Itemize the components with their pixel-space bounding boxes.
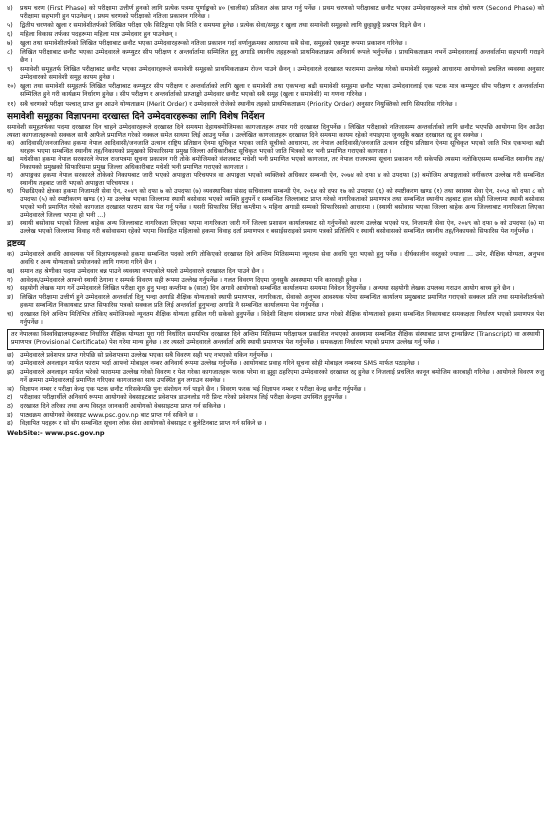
boxed-note: तर नेपालका विश्वविद्यालयहरूबाट निर्धारित शैक्षिक योग्यता पूरा गरी निर्धारित समयभित्र दरखास्त दिने अन्तिम मितिसम्म परीक्षाफल प्रकाशित नभएको अवस्थामा सम्बन्धित शैक्षिक संस्थाबाट प्राप्त ट्रान्सक्रिप्ट (Transcript) वा अस्थायी प्रमाणपत्र (Provisional Certificate) पेश गरेमा मान्य हुनेछ । तर त्यस्तो उम्मेदवारले अन्तर्वार्ता अघि स्थायी प्रमाणपत्र पेश गर्नुपर्नेछ । समकक्षता निर्धारण भएको प्रमाण उल्लेख गर्नु पर्नेछ ।	[7, 329, 544, 350]
item-number: च)	[7, 310, 14, 318]
note-item	[7, 285, 544, 293]
section-b-list	[7, 251, 544, 326]
section-a-list	[7, 140, 544, 237]
item-number: क)	[7, 139, 15, 147]
note-item	[7, 277, 544, 285]
section-a-intro: समावेशी समूहतर्फका पदमा दरखास्त दिन चाहने उम्मेदवारहरूले दरखास्त दिने समयमा देहायबमोजिमका कागजातहरू तयार गरी दरखास्त दिनुपर्नेछ । लिखित परीक्षाको नतिजासम्म अन्तर्वार्ताको लागि छनौट भएपछि आयोगमा दिन आउँदा त्यस्ता कागजातहरूको सक्कल साथै आफैले प्रमाणित गरेको नक्कल समेत साथमा लिई आउनु पर्नेछ । उल्लेखित कागजातहरू दरखास्त दिने समयमा कायम रहेको नपाइएमा जुनसुकै बखत दरखास्त रद्द हुन सक्नेछ ।	[7, 123, 544, 139]
item-number: ७)	[7, 40, 13, 48]
item-text: परीक्षाका परीक्षार्थीले अनिवार्य रूपमा आयोगको वेबसाइटबाट प्रवेशपत्र डाउनलोड गरी प्रिन्ट गरेको प्रवेशपत्र लिई परीक्षा केन्द्रमा उपस्थित हुनुपर्नेछ ।	[20, 394, 347, 402]
item-number: छ)	[7, 351, 14, 359]
document-requirement-item	[7, 172, 544, 188]
instruction-item	[7, 22, 544, 30]
note-item	[7, 352, 544, 360]
instruction-item	[7, 31, 544, 39]
document-requirement-item	[7, 188, 544, 220]
item-text: दरखास्त दिने तरिका तथा अन्य विस्तृत जानकारी आयोगको वेबसाइटमा प्राप्त गर्न सकिनेछ ।	[20, 402, 226, 410]
document-requirement-item	[7, 140, 544, 156]
item-text: महिला विकास तर्फका पदहरूमा महिला मात्र उम्मेदवार हुन पाउनेछन् ।	[20, 31, 177, 39]
note-item	[7, 268, 544, 276]
item-number: ९)	[7, 66, 13, 74]
instruction-item	[7, 101, 544, 109]
item-text: पिछडिएको क्षेत्रका हकमा निजामती सेवा ऐन, २०४९ को दफा ७ को उपदफा (७) व्यवस्थापिका संसद सचिवालय सम्बन्धी ऐन, २०६४ को दफा १७ को उपदफा (६) को स्पष्टीकरण खण्ड (१) तथा स्वास्थ्य सेवा ऐन, २०५३ को दफा ८ को उपदफा (५) को स्पष्टीकरण खण्ड (१) मा उल्लेख भएका जिल्लामा स्थायी बसोवास भएको व्यक्ति हुनुपर्ने र सम्बन्धित जिल्लाबाट प्राप्त गरेको नागरिकताको प्रमाणपत्र तथा सम्बन्धित स्थानीय तहबाट हाल सोही जिल्लामा स्थायी बसोवास भएको भनी प्रमाणित गरेको कागजात दरखास्त फाराम साथ पेश गर्नु पर्नेछ । यसरी सिफारिस लिँदा कम्तीमा ५ महिना अगाडी सम्मको सिफारिसको आधारमा । (स्थायी बसोवास भएका जिल्ला बाहेक अन्य जिल्लाबाट नागरिकता लिएका उम्मेदवारले जिल्ला भएमा हो भनी ...)	[20, 187, 544, 220]
website-footer: WebSite:- www.psc.gov.np	[7, 429, 105, 438]
section-b-heading: द्रष्टव्य	[7, 239, 26, 250]
top-instructions	[7, 5, 544, 109]
item-text: लिखित परीक्षाबाट छनौट भएका उम्मेदवारले कम्प्युटर सीप परीक्षण र अन्तर्वार्तामा सम्मिलित हुनु अगाडि स्थानीय तहहरूको प्राथमिकताक्रम अनिवार्य रूपले भर्नुपर्नेछ । प्राथमिकताक्रम नभर्ने उम्मेदवारलाई अन्तर्वार्तामा सहभागी गराइने छैन ।	[20, 49, 544, 65]
item-text: मधेशीका हकमा नेपाल सरकारले नेपाल राजपत्रमा सूचना प्रकाशन गरी तोके बमोजिमको वंशजबाट मधेशी भनी प्रमाणित भएको कागजात, तर नेपाल राजपत्रमा सूचना प्रकाशन गरी सकेपछि त्यसमा नतोकिएसम्म सम्बन्धित स्थानीय तह/निकायको प्रमुखको सिफारिसमा प्रमुख जिल्ला अधिकारीबाट मधेशी भनी प्रमाणित गराएको कागजात ।	[20, 155, 544, 171]
item-text: समावेशी समूहतर्फ लिखित परीक्षाबाट छनौट भएका उम्मेदवारहरूले समावेशी समूहको प्राथमिकताक्रम रोज्न पाउने छैनन् । उम्मेदवारले दरखास्त फाराममा उल्लेख गरेको समावेशी समूहको आधारमा आयोगको प्रचलित व्यवस्था अनुसार उम्मेदवारको समावेशी समूह कायम हुनेछ ।	[20, 66, 544, 82]
item-number: ठ)	[7, 402, 14, 410]
instruction-item	[7, 40, 544, 48]
item-number: घ)	[7, 187, 14, 195]
item-number: ४)	[7, 5, 13, 12]
item-number: ख)	[7, 267, 15, 275]
item-text: विज्ञापन नम्बर र परीक्षा केन्द्र एक पटक छनौट गरिसकेपछि पुनः संशोधन गर्न पाइने छैन । विवरण फरक भई विज्ञापन नम्बर र परीक्षा केन्द्र छनौट गर्नुपर्नेछ ।	[20, 385, 366, 393]
item-number: ग)	[7, 171, 14, 179]
item-text: द्वितीय चरणको खुला र समावेशीतर्फको लिखित परीक्षा एकै सिटिङ्गमा एकै मिति र समयमा हुनेछ । प्रत्येक सेवा/समूह र खुला तथा समावेशी समूहको लागि छुट्टाछुट्टै प्रश्नपत्र दिइने छैन ।	[20, 22, 426, 30]
instruction-item	[7, 66, 544, 82]
item-text: दरखास्त दिने अन्तिम मितिभित्र तोकिए बमोजिमको न्यूनतम शैक्षिक योग्यता हासिल गरी सकेको हुनुपर्नेछ । विदेशी शिक्षण संस्थाबाट प्राप्त गरेको शैक्षिक योग्यताको हकमा सम्बन्धित निकायबाट समकक्षता निर्धारण भएको प्रमाणपत्र पेश गर्नुपर्नेछ ।	[20, 310, 544, 326]
note-item	[7, 403, 544, 411]
instruction-item	[7, 5, 544, 21]
item-number: क)	[7, 251, 15, 259]
item-text: समान तह श्रेणीका पदमा उम्मेदवार बन्न पाउने व्यवस्था नभएकोले यस्तो उम्मेदवारले दरखास्त दिन पाउने छैन ।	[20, 267, 264, 275]
instruction-item	[7, 49, 544, 65]
document-requirement-item	[7, 220, 544, 236]
item-number: १०)	[7, 83, 17, 91]
item-text: विज्ञापित पदहरू र सो सँग सम्बन्धित सूचना लोक सेवा आयोगको वेबसाइट र बुलेटिनबाट प्राप्त गर्न सकिने छ ।	[20, 420, 267, 428]
item-text: उम्मेदवारले अवधि आवश्यक पर्ने विज्ञापनहरूको हकमा सम्बन्धित पदको लागि तोकिएको दरखास्त दिने अन्तिम मितिसम्ममा न्यूनतम सेवा अवधि पूरा भएको हुनु पर्नेछ । दीर्घकालीन वस्तुको ज्याला ... उमेर, शैक्षिक योग्यता, अनुभव अवधि र अन्य योग्यताको प्रयोजनको लागि गणना गरिने छैन ।	[20, 251, 544, 267]
item-text: लिखित परीक्षामा उत्तीर्ण हुने उम्मेदवारले अन्तर्वार्ता दिनु भन्दा अगाडि शैक्षिक योग्यताको स्थायी प्रमाणपत्र, नागरिकता, सेवाको अनुभव आवश्यक परेमा सम्बन्धित कार्यालय प्रमुखबाट प्रमाणित गराएको सक्कल प्रति तथा समावेशीतर्फको हकमा सम्बन्धित निकायबाट प्राप्त सिफारिस पत्रको सक्कल प्रति लिई अन्तर्वार्ता हुनुभन्दा अगाडि नै सम्बन्धित कार्यालयमा पेश गर्नुपर्नेछ ।	[20, 293, 544, 309]
item-number: घ)	[7, 285, 14, 293]
item-number: ट)	[7, 394, 13, 402]
item-number: ञ)	[7, 385, 15, 393]
note-item	[7, 394, 544, 402]
note-item	[7, 251, 544, 267]
note-item	[7, 386, 544, 394]
document-requirement-item	[7, 156, 544, 172]
item-text: अपाङ्गका हकमा नेपाल सरकारले तोकेको निकायबाट जारी भएको अपाङ्गता परिचयपत्र वा अपाङ्गता भएको व्यक्तिको अधिकार सम्बन्धी ऐन, २०७४ को दफा ४ को उपदफा (३) बमोजिम अपाङ्गताको वर्गीकरण उल्लेख गरी सम्बन्धित स्थानीय तहबाट जारी भएको अपाङ्गता परिचयपत्र ।	[20, 171, 544, 187]
note-item	[7, 369, 544, 385]
item-text: खुला तथा समावेशी समूहतर्फ लिखित परीक्षाबाट कम्प्युटर सीप परीक्षण र अन्तर्वार्ताको लागि खुला र समावेशी तथा एकभन्दा बढी समावेशी समूहमा छनौट भएका उम्मेदवारलाई एक पटक मात्र कम्प्युटर सीप परीक्षण र अन्तर्वार्तामा सम्मिलित हुने गरी कार्यक्रम निर्धारण हुनेछ । सीप परीक्षण र अन्तर्वार्ताको प्राप्ताङ्को उम्मेदवार छनौट भएको सबै समूह (खुला र समावेशी) मा गणना गरिनेछ ।	[20, 83, 544, 99]
item-text: सबै चरणको परीक्षा पश्चात् प्राप्त हुन आउने योग्यताक्रम (Merit Order) र उम्मेदवारले रोजेको स्थानीय तहको प्राथमिकताक्रम (Priority Order) अनुसार नियुक्तिको लागि सिफारिस गरिनेछ ।	[20, 100, 457, 108]
item-text: सहयोगी लेखक माग गर्ने उम्मेदवारले लिखित परीक्षा शुरु हुनु भन्दा कम्तीमा ७ (सात) दिन अगावै आयोगको सम्बन्धित कार्यालयमा समयमा निवेदन दिनुपर्नेछ । अन्यथा सहयोगी लेखक उपलब्ध गराउन आयोग बाध्य हुने छैन ।	[20, 285, 515, 293]
item-number: ङ)	[7, 220, 14, 228]
item-text: आवेदक/उम्मेदवारले आफ्नो स्थायी ठेगाना र सम्पर्क विवरण सही रूपमा उल्लेख गर्नुपर्नेछ । गलत विवरण दिएमा जुनसुकै अवस्थामा पनि कारवाही हुनेछ ।	[20, 276, 362, 284]
item-number: ग)	[7, 276, 14, 284]
item-text: आदिवासी/जनजातिका हकमा नेपाल आदिवासी/जनजाति उत्थान राष्ट्रिय प्रतिष्ठान ऐनमा सूचिकृत भएका जाति सूचीको आधारमा, तर नेपाल आदिवासी/जनजाति उत्थान राष्ट्रिय प्रतिष्ठान ऐनमा सूचिकृत भएको जाति भित्र एकभन्दा बढी थरहरू भएमा सम्बन्धित स्थानीय तह/निकायको प्रमुखको सिफारिसमा प्रमुख जिल्ला अधिकारीबाट सूचिकृत भएको जाति भित्रको थर भनी प्रमाणित गराएको कागजात ।	[20, 139, 544, 155]
item-text: उम्मेदवारले अनलाइन मार्फत भरेको फाराममा उल्लेख गरेको विवरण र पेश गरेका कागजातहरू फरक परेमा वा झुट्टा ठहरिएमा उम्मेदवारको दरखास्त रद्द हुनेछ र निजलाई प्रचलित कानून बमोजिम कारबाही गरिनेछ । आयोगले विवरण रुजु गर्ने क्रममा उम्मेदवारलाई प्रमाणित गरिएका कागजातका साथ उपस्थित हुन लगाउन सक्नेछ ।	[20, 368, 544, 385]
item-text: पाठ्यक्रम आयोगको वेबसाइट www.psc.gov.np बाट प्राप्त गर्न सकिने छ ।	[20, 411, 198, 419]
item-number: झ)	[7, 368, 15, 376]
item-number: ख)	[7, 155, 15, 163]
item-number: ११)	[7, 100, 17, 108]
note-item	[7, 412, 544, 420]
item-number: ङ)	[7, 293, 14, 301]
item-number: ढ)	[7, 420, 14, 428]
item-number: ८)	[7, 49, 13, 57]
item-number: ५)	[7, 22, 13, 30]
item-text: खुला तथा समावेशीतर्फको लिखित परीक्षाबाट छनौट भएका उम्मेदवारहरूको नतिजा प्रकाशन गर्दा वर्णानुक्रमका आधारमा सबै सेवा, समूहको एकमुष्ट रूपमा प्रकाशन गरिनेछ ।	[20, 40, 407, 48]
item-text: उम्मेदवारले प्रवेशपत्र प्राप्त गरेपछि सो प्रवेशपत्रमा उल्लेख भएका सबै विवरण सही भए नभएको यकिन गर्नुपर्नेछ ।	[20, 351, 273, 359]
note-item	[7, 360, 544, 368]
section-b-list-continued	[7, 352, 544, 429]
item-number: ज)	[7, 360, 15, 368]
note-item	[7, 420, 544, 428]
note-item	[7, 311, 544, 327]
note-item	[7, 294, 544, 310]
item-text: उम्मेदवारले अनलाइन मार्फत फाराम भर्दा आफ्नो मोबाइल नम्बर अनिवार्य रूपमा उल्लेख गर्नुपर्नेछ । आयोगबाट प्रवाह गरिने सूचना सोही मोबाइल नम्बरमा SMS मार्फत पठाइनेछ ।	[20, 360, 420, 368]
item-number: ड)	[7, 411, 13, 419]
item-text: स्थायी बसोवास भएको जिल्ला बाहेक अन्य जिल्लाबाट नागरिकता लिएका भएमा नागरिकता जारी गर्ने जिल्ला प्रशासन कार्यालयबाट सो गर्नुपर्नेको कारण उल्लेख भएको पत्र, निजामती सेवा ऐन, २०४९ को दफा ७ को उपदफा (७) मा उल्लेख भएको जिल्लामा विवाह गरी बसोवासमा रहेको भएमा विवाहित महिलाको हकमा विवाह दर्ता प्रमाणपत्र र बसाईसराइको प्रमाण पत्रको प्रतिलिपि र स्थायी बसोवासको सम्बन्धित स्थानीय तह/निकायको सिफारिस पेश गर्नुपर्नेछ ।	[20, 220, 544, 236]
item-text: प्रथम चरण (First Phase) को परीक्षामा उत्तीर्ण हुनको लागि प्रत्येक पत्रमा पूर्णाङ्कको ४० (चालीस) प्रतिशत अंक प्राप्त गर्नु पर्नेछ । प्रथम चरणको परीक्षाबाट छनौट भएका उम्मेदवारहरूले मात्र दोस्रो चरण (Second Phase) को परीक्षामा सहभागी हुन पाउनेछन् । प्रथम चरणको परीक्षाको नतिजा प्रकाशन गरिनेछ ।	[20, 5, 544, 21]
instruction-item	[7, 83, 544, 99]
section-a-heading: समावेशी समूहका विज्ञापनमा दरखास्त दिने उम्मेदवारहरूका लागि विशेष निर्देशन	[7, 111, 265, 122]
item-number: ६)	[7, 31, 13, 39]
